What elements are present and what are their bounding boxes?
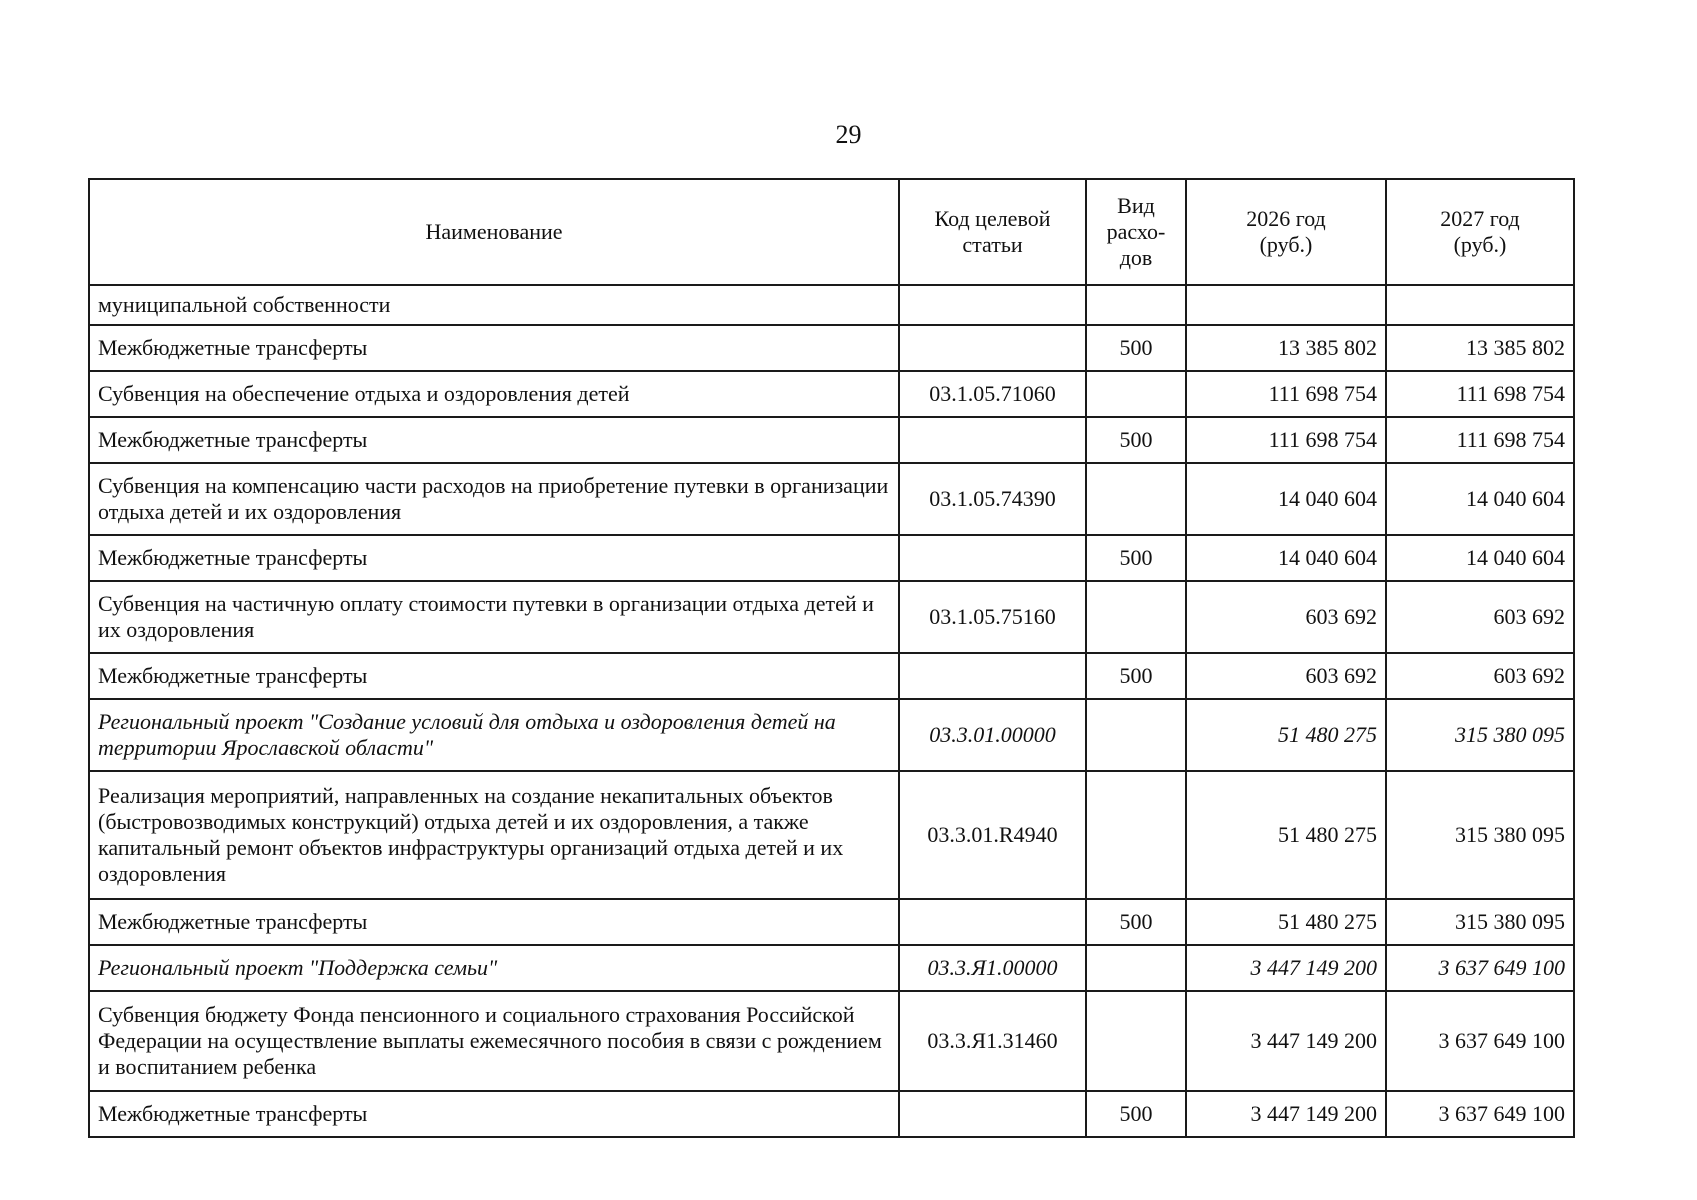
kind-cell: 500 — [1086, 417, 1186, 463]
table-row — [89, 991, 1574, 1091]
table-row — [89, 417, 1574, 463]
num-cell-2027: 111 698 754 — [1386, 417, 1574, 463]
code-cell: 03.1.05.71060 — [899, 371, 1086, 417]
num-cell-2027: 3 637 649 100 — [1386, 945, 1574, 991]
table-body — [89, 285, 1574, 1137]
name-cell: Межбюджетные трансферты — [89, 417, 899, 463]
num-cell-2026: 603 692 — [1186, 581, 1386, 653]
kind-cell — [1086, 371, 1186, 417]
name-cell: Межбюджетные трансферты — [89, 325, 899, 371]
name-cell: муниципальной собственности — [89, 285, 899, 325]
table-row — [89, 945, 1574, 991]
num-cell-2026: 3 447 149 200 — [1186, 945, 1386, 991]
num-cell-2027 — [1386, 285, 1574, 325]
name-cell: Субвенция на частичную оплату стоимости путевки в организации отдыха детей и их оздоровления — [89, 581, 899, 653]
num-cell-2026: 3 447 149 200 — [1186, 991, 1386, 1091]
code-cell — [899, 325, 1086, 371]
table-header-row — [89, 179, 1574, 285]
page-number: 29 — [835, 120, 862, 149]
name-cell: Субвенция на компенсацию части расходов на приобретение путевки в организации отдыха детей и их оздоровления — [89, 463, 899, 535]
code-cell: 03.1.05.74390 — [899, 463, 1086, 535]
table-row — [89, 285, 1574, 325]
code-cell — [899, 899, 1086, 945]
kind-cell — [1086, 581, 1186, 653]
num-cell-2027: 14 040 604 — [1386, 535, 1574, 581]
header-name-label: Наименование — [425, 219, 563, 245]
name-cell: Субвенция бюджету Фонда пенсионного и социального страхования Российской Федерации на осуществление выплаты ежемесячного пособия в связи с рождением и воспитанием ребенка — [89, 991, 899, 1091]
code-cell — [899, 417, 1086, 463]
num-cell-2027: 13 385 802 — [1386, 325, 1574, 371]
num-cell-2026: 14 040 604 — [1186, 535, 1386, 581]
header-code: Код целевой статьи — [899, 179, 1086, 285]
code-cell: 03.3.01.00000 — [899, 699, 1086, 771]
name-cell: Межбюджетные трансферты — [89, 1091, 899, 1137]
kind-cell — [1086, 771, 1186, 899]
code-cell — [899, 1091, 1086, 1137]
kind-cell: 500 — [1086, 325, 1186, 371]
name-cell: Межбюджетные трансферты — [89, 653, 899, 699]
num-cell-2027: 603 692 — [1386, 653, 1574, 699]
kind-cell — [1086, 991, 1186, 1091]
code-cell — [899, 285, 1086, 325]
num-cell-2027: 3 637 649 100 — [1386, 1091, 1574, 1137]
kind-cell: 500 — [1086, 899, 1186, 945]
table-row — [89, 699, 1574, 771]
num-cell-2027: 315 380 095 — [1386, 899, 1574, 945]
num-cell-2026: 51 480 275 — [1186, 699, 1386, 771]
header-kind: Вид расхо- дов — [1086, 179, 1186, 285]
num-cell-2026: 111 698 754 — [1186, 417, 1386, 463]
num-cell-2026: 14 040 604 — [1186, 463, 1386, 535]
num-cell-2027: 3 637 649 100 — [1386, 991, 1574, 1091]
num-cell-2027: 315 380 095 — [1386, 771, 1574, 899]
kind-cell — [1086, 699, 1186, 771]
header-name — [89, 179, 899, 285]
table-row — [89, 581, 1574, 653]
num-cell-2027: 14 040 604 — [1386, 463, 1574, 535]
code-cell: 03.3.Я1.00000 — [899, 945, 1086, 991]
code-cell: 03.3.01.R4940 — [899, 771, 1086, 899]
num-cell-2026: 51 480 275 — [1186, 771, 1386, 899]
num-cell-2026: 3 447 149 200 — [1186, 1091, 1386, 1137]
name-cell: Субвенция на обеспечение отдыха и оздоровления детей — [89, 371, 899, 417]
table-row — [89, 463, 1574, 535]
num-cell-2027: 111 698 754 — [1386, 371, 1574, 417]
code-cell — [899, 535, 1086, 581]
num-cell-2027: 603 692 — [1386, 581, 1574, 653]
table-row — [89, 653, 1574, 699]
num-cell-2026: 51 480 275 — [1186, 899, 1386, 945]
header-2027: 2027 год (руб.) — [1386, 179, 1574, 285]
table-row — [89, 325, 1574, 371]
name-cell: Реализация мероприятий, направленных на создание некапитальных объектов (быстровозводимых конструкций) отдыха детей и их оздоровления, а также капитальный ремонт объектов инфраструктуры организаций отдыха детей и их оздоровления — [89, 771, 899, 899]
budget-table — [88, 178, 1575, 1138]
name-cell: Региональный проект "Поддержка семьи" — [89, 945, 899, 991]
table-row — [89, 535, 1574, 581]
name-cell: Межбюджетные трансферты — [89, 899, 899, 945]
name-cell: Региональный проект "Создание условий для отдыха и оздоровления детей на территории Ярославской области" — [89, 699, 899, 771]
code-cell: 03.1.05.75160 — [899, 581, 1086, 653]
code-cell: 03.3.Я1.31460 — [899, 991, 1086, 1091]
name-cell: Межбюджетные трансферты — [89, 535, 899, 581]
table-row — [89, 899, 1574, 945]
header-2026: 2026 год (руб.) — [1186, 179, 1386, 285]
table-row — [89, 371, 1574, 417]
kind-cell: 500 — [1086, 653, 1186, 699]
kind-cell: 500 — [1086, 1091, 1186, 1137]
kind-cell — [1086, 285, 1186, 325]
kind-cell — [1086, 463, 1186, 535]
num-cell-2026: 111 698 754 — [1186, 371, 1386, 417]
kind-cell: 500 — [1086, 535, 1186, 581]
num-cell-2026 — [1186, 285, 1386, 325]
kind-cell — [1086, 945, 1186, 991]
num-cell-2026: 603 692 — [1186, 653, 1386, 699]
table-row — [89, 1091, 1574, 1137]
code-cell — [899, 653, 1086, 699]
num-cell-2027: 315 380 095 — [1386, 699, 1574, 771]
num-cell-2026: 13 385 802 — [1186, 325, 1386, 371]
table-row — [89, 771, 1574, 899]
